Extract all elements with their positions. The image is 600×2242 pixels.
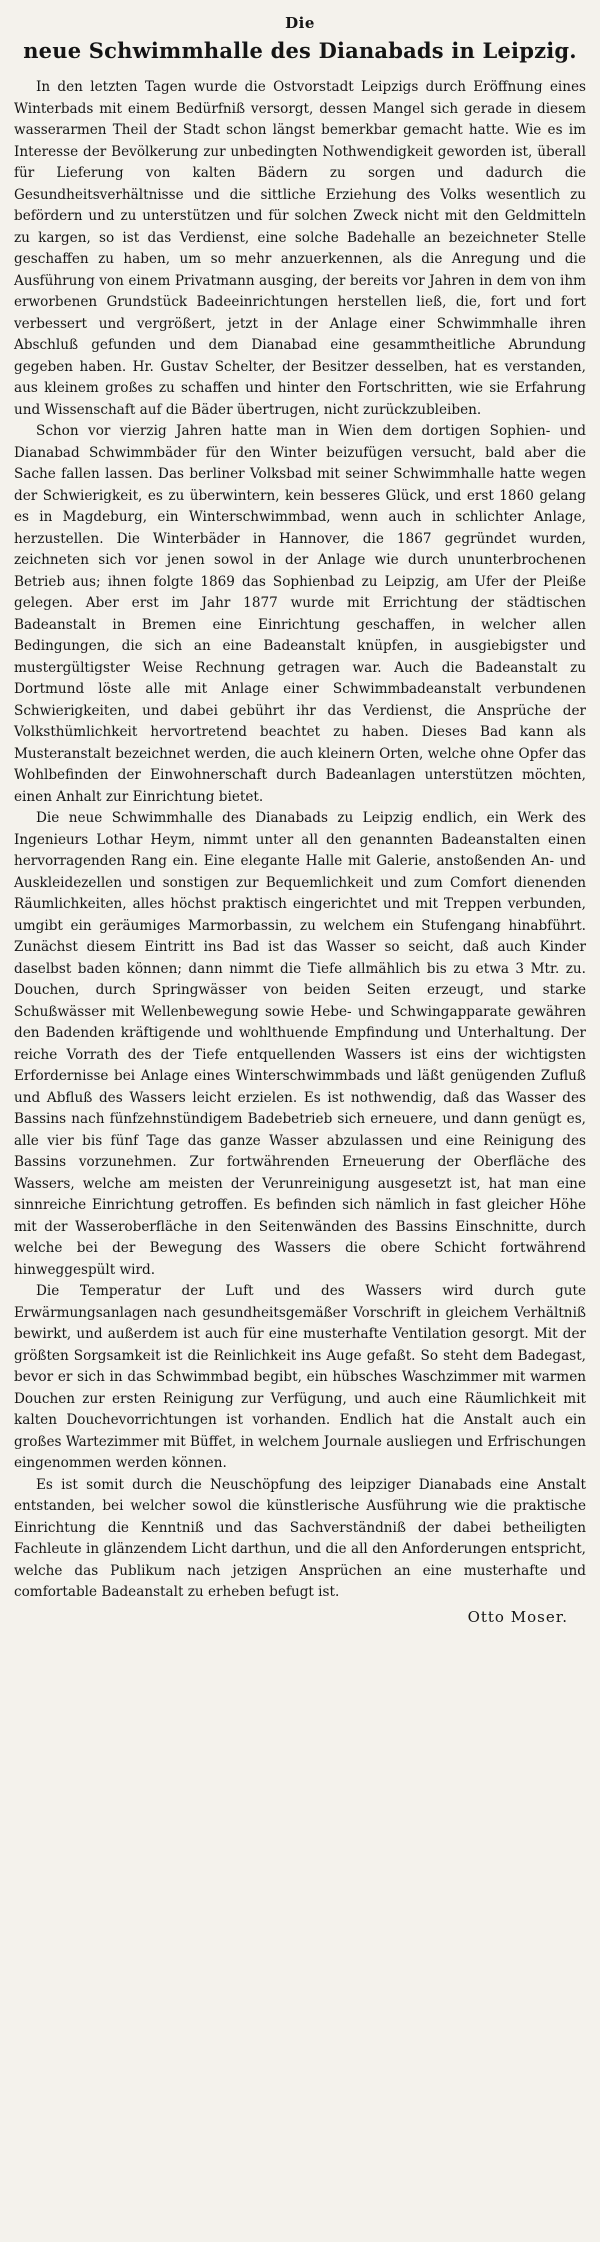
- article-kicker: Die: [285, 14, 315, 32]
- article-headline: neue Schwimmhalle des Dianabads in Leipzig.: [23, 38, 577, 63]
- article-paragraph-2: Schon vor vierzig Jahren hatte man in Wien dem dortigen Sophien- und Dianabad Schwimmbäder für den Winter beizufügen versucht, bald aber die Sache fallen lassen. Das berliner Volksbad mit seiner Schwimmhalle hatte wegen der Schwierigkeit, es zu überwintern, kein besseres Glück, und erst 1860 gelang es in Magdeburg, ein Winterschwimmbad, wenn auch in schlichter Anlage, herzustellen. Die Winterbäder in Hannover, die 1867 gegründet wurden, zeichneten sich vor jenen sowol in der Anlage wie durch ununterbrochenen Betrieb aus; ihnen folgte 1869 das Sophienbad zu Leipzig, am Ufer der Pleiße gelegen. Aber erst im Jahr 1877 wurde mit Errichtung der städtischen Badeanstalt in Bremen eine Einrichtung geschaffen, in welcher allen Bedingungen, die sich an eine Badeanstalt knüpfen, in ausgiebigster und mustergültigster Weise Rechnung getragen war. Auch die Badeanstalt zu Dortmund löste alle mit Anlage einer Schwimmbadeanstalt verbundenen Schwierigkeiten, und dabei gebührt ihr das Verdienst, die Ansprüche der Volksthümlichkeit hervortretend beachtet zu haben. Dieses Bad kann als Musteranstalt bezeichnet werden, die auch kleinern Orten, welche ohne Opfer das Wohlbefinden der Einwohnerschaft durch Badeanlagen unterstützen möchten, einen Anhalt zur Einrichtung bietet.: [14, 423, 586, 805]
- author-signature: Otto Moser.: [467, 1607, 568, 1626]
- article-body: [14, 77, 586, 1604]
- article-paragraph-4: Die Temperatur der Luft und des Wassers wird durch gute Erwärmungsanlagen nach gesundheitsgemäßer Vorschrift in gleichem Verhältniß bewirkt, und außerdem ist auch für eine musterhafte Ventilation gesorgt. Mit der größten Sorgsamkeit ist die Reinlichkeit ins Auge gefaßt. So steht dem Badegast, bevor er sich in das Schwimmbad begibt, ein hübsches Waschzimmer mit warmen Douchen zur ersten Reinigung zur Verfügung, und auch eine Räumlichkeit mit kalten Douchevorrichtungen ist vorhanden. Endlich hat die Anstalt auch ein großes Wartezimmer mit Büffet, in welchem Journale ausliegen und Erfrischungen eingenommen werden können.: [14, 1283, 586, 1471]
- article-paragraph-5: Es ist somit durch die Neuschöpfung des leipziger Dianabads eine Anstalt entstanden, bei welcher sowol die künstlerische Ausführung wie die praktische Einrichtung die Kenntniß und das Sachverständniß der dabei betheiligten Fachleute in glänzendem Licht darthun, und die all den Anforderungen entspricht, welche das Publikum nach jetzigen Ansprüchen an eine musterhafte und comfortable Badeanstalt zu erheben befugt ist.: [14, 1476, 586, 1600]
- article-paragraph-3: Die neue Schwimmhalle des Dianabads zu Leipzig endlich, ein Werk des Ingenieurs Lothar Heym, nimmt unter all den genannten Badeanstalten einen hervorragenden Rang ein. Eine elegante Halle mit Galerie, anstoßenden An- und Auskleidezellen und sonstigen zur Bequemlichkeit und zum Comfort dienenden Räumlichkeiten, alles höchst praktisch eingerichtet und mit Treppen verbunden, umgibt ein geräumiges Marmorbassin, zu welchem ein Stufengang hinabführt. Zunächst diesem Eintritt ins Bad ist das Wasser so seicht, daß auch Kinder daselbst baden können; dann nimmt die Tiefe allmählich bis zu etwa 3 Mtr. zu. Douchen, durch Springwässer von beiden Seiten erzeugt, und starke Schußwässer mit Wellenbewegung sowie Hebe- und Schwingapparate gewähren den Badenden kräftigende und wohlthuende Empfindung und Unterhaltung. Der reiche Vorrath des der Tiefe entquellenden Wassers ist eins der wichtigsten Erfordernisse bei Anlage eines Winterschwimmbads und läßt genügenden Zufluß und Abfluß des Wassers leicht erzielen. Es ist nothwendig, daß das Wasser des Bassins nach fünfzehnstündigem Badebetrieb sich erneuere, und dann genügt es, alle vier bis fünf Tage das ganze Wasser abzulassen und eine Reinigung des Bassins vorzunehmen. Zur fortwährenden Erneuerung der Oberfläche des Wassers, welche am meisten der Verunreinigung ausgesetzt ist, hat man eine sinnreiche Einrichtung getroffen. Es befinden sich nämlich in fast gleicher Höhe mit der Wasseroberfläche in den Seitenwänden des Bassins Einschnitte, durch welche bei der Bewegung des Wassers die obere Schicht fortwährend hinweggespült wird.: [14, 810, 586, 1278]
- article-paragraph-1: In den letzten Tagen wurde die Ostvorstadt Leipzigs durch Eröffnung eines Winterbads mit einem Bedürfniß versorgt, dessen Mangel sich gerade in diesem wasserarmen Theil der Stadt schon längst bemerkbar gemacht hatte. Wie es im Interesse der Bevölkerung zur unbedingten Nothwendigkeit geworden ist, überall für Lieferung von kalten Bädern zu sorgen und dadurch die Gesundheitsverhältnisse und die sittliche Erziehung des Volks wesentlich zu befördern und zu unterstützen und für solchen Zweck nicht mit den Geldmitteln zu kargen, so ist das Verdienst, eine solche Badehalle an bezeichneter Stelle geschaffen zu haben, um so mehr anzuerkennen, als die Anregung und die Ausführung von einem Privatmann ausging, der bereits vor Jahren in dem von ihm erworbenen Grundstück Badeeinrichtungen herstellen ließ, die, fort und fort verbessert und vergrößert, jetzt in der Anlage einer Schwimmhalle ihren Abschluß gefunden und dem Dianabad eine gesammtheitliche Abrundung gegeben haben. Hr. Gustav Schelter, der Besitzer desselben, hat es verstanden, aus kleinem großes zu schaffen und hinter den Fortschritten, wie sie Erfahrung und Wissenschaft auf die Bäder übertrugen, nicht zurückzubleiben.: [14, 79, 586, 418]
